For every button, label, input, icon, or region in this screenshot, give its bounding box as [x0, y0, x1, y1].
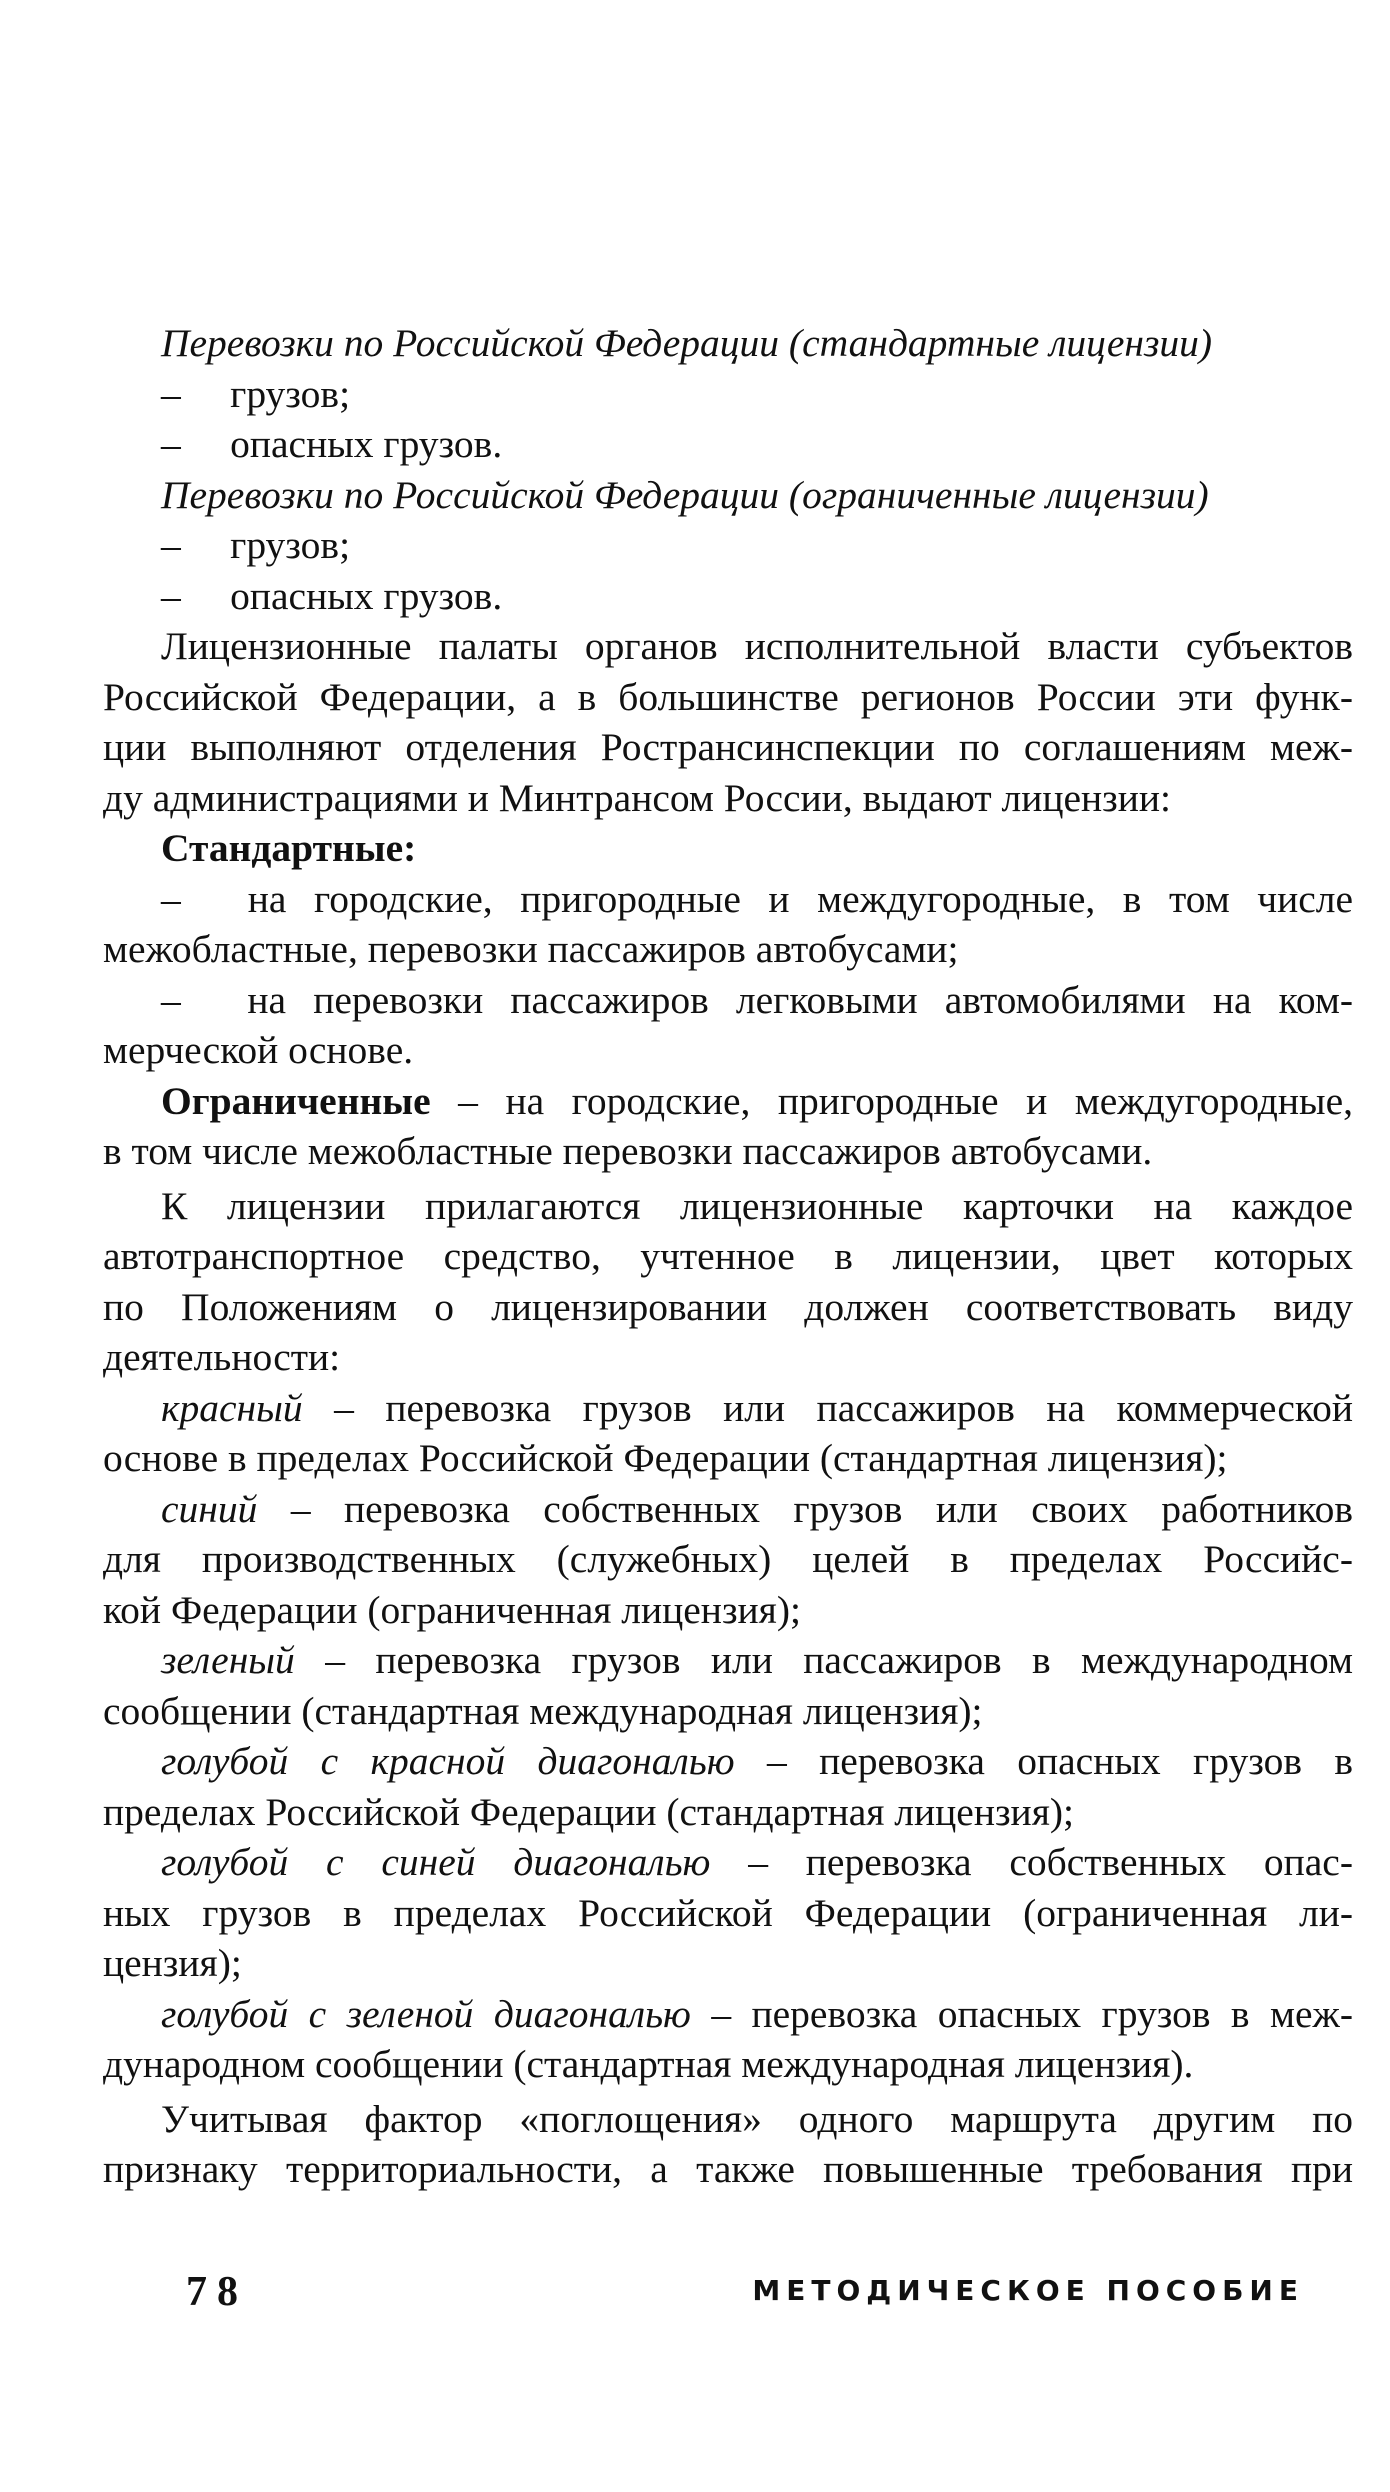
section-heading-restricted: Перевозки по Российской Федерации (ограниченные лицензии) — [161, 472, 1209, 517]
paragraph-line: дународном сообщении (стандартная международная лицензия). — [103, 2042, 1194, 2086]
color-desc: – перевозка грузов или пассажиров на коммерческой — [302, 1385, 1353, 1430]
color-entry-red — [103, 1383, 1353, 1434]
paragraph-line: цензия); — [103, 1941, 242, 1985]
page-footer — [0, 2268, 1390, 2328]
color-entry-lightblue-red — [103, 1736, 1353, 1787]
paragraph-line: ду администрациями и Минтрансом России, выдают лицензии: — [103, 775, 1172, 820]
list-item: – опасных грузов. — [161, 573, 503, 618]
color-entry-green — [103, 1635, 1353, 1686]
color-term: голубой с красной диагональю — [161, 1739, 735, 1783]
list-item-text: опасных грузов. — [230, 573, 503, 618]
list-item: – грузов; — [161, 371, 351, 416]
paragraph-line: мерческой основе. — [103, 1028, 414, 1072]
color-desc: – перевозка опасных грузов в — [734, 1739, 1353, 1783]
paragraph-line: кой Федерации (ограниченная лицензия); — [103, 1587, 801, 1632]
bold-heading-standard: Стандартные: — [161, 826, 417, 870]
paragraph-line: пределах Российской Федерации (стандартная лицензия); — [103, 1789, 1074, 1834]
list-item: – опасных грузов. — [161, 422, 503, 466]
list-item-text: грузов; — [230, 371, 351, 416]
paragraph-line: Учитывая фактор «поглощения» одного маршрута другим по — [161, 2096, 1353, 2141]
paragraph-line: Российской Федерации, а в большинстве регионов России эти функ- — [103, 674, 1353, 719]
list-item: – на городские, пригородные и междугородные, в том числе — [161, 876, 1353, 921]
color-entry-lightblue-blue — [103, 1837, 1353, 1888]
body-text — [103, 318, 1353, 2195]
paragraph-line: признаку территориальности, а также повышенные требования при — [103, 2147, 1353, 2191]
paragraph-line: межобластные, перевозки пассажиров автобусами; — [103, 927, 959, 971]
color-term: синий — [161, 1486, 258, 1531]
color-desc: – перевозка опасных грузов в меж- — [690, 1991, 1353, 2036]
paragraph-line: основе в пределах Российской Федерации (стандартная лицензия); — [103, 1436, 1228, 1480]
paragraph-line: сообщении (стандартная международная лицензия); — [103, 1688, 983, 1733]
paragraph-line: ции выполняют отделения Ространсинспекции по соглашениям меж- — [103, 725, 1353, 769]
running-title: МЕТОДИЧЕСКОЕ ПОСОБИЕ — [752, 2274, 1304, 2307]
paragraph-line: К лицензии прилагаются лицензионные карточки на каждое — [161, 1183, 1353, 1228]
section-heading-standard: Перевозки по Российской Федерации (стандартные лицензии) — [161, 321, 1213, 365]
color-entry-blue — [103, 1484, 1353, 1535]
paragraph-line: для производственных (служебных) целей в пределах Российс- — [103, 1537, 1353, 1581]
paragraph-line: в том числе межобластные перевозки пассажиров автобусами. — [103, 1129, 1153, 1173]
color-term: голубой с синей диагональю — [161, 1840, 711, 1884]
restricted-paragraph — [103, 1076, 1353, 1127]
list-item: – на перевозки пассажиров легковыми автомобилями на ком- — [161, 977, 1353, 1022]
paragraph-line: ных грузов в пределах Российской Федерации (ограниченная ли- — [103, 1890, 1353, 1935]
list-item-text: грузов; — [230, 523, 351, 567]
color-desc: – перевозка грузов или пассажиров в международном — [294, 1638, 1353, 1682]
list-item-text: на городские, пригородные и междугородные, в том числе — [247, 876, 1353, 921]
color-term: красный — [161, 1385, 303, 1430]
paragraph-line: автотранспортное средство, учтенное в лицензии, цвет которых — [103, 1234, 1353, 1278]
paragraph-line: по Положениям о лицензировании должен соответствовать виду — [103, 1284, 1353, 1329]
page-number: 78 — [186, 2269, 248, 2315]
list-item: – грузов; — [161, 523, 351, 567]
list-item-text: на перевозки пассажиров легковыми автомобилями на ком- — [247, 977, 1353, 1022]
color-entry-lightblue-green — [103, 1989, 1353, 2040]
color-desc: – перевозка собственных грузов или своих работников — [257, 1486, 1353, 1531]
restricted-text: – на городские, пригородные и междугородные, — [430, 1078, 1353, 1123]
color-term: голубой с зеленой диагональю — [161, 1991, 691, 2036]
list-item-text: опасных грузов. — [230, 422, 503, 466]
paragraph-line: деятельности: — [103, 1335, 341, 1379]
restricted-label: Ограниченные — [161, 1078, 431, 1123]
paragraph-line: Лицензионные палаты органов исполнительной власти субъектов — [161, 624, 1353, 668]
color-desc: – перевозка собственных опас- — [710, 1840, 1353, 1884]
color-term: зеленый — [161, 1638, 295, 1682]
